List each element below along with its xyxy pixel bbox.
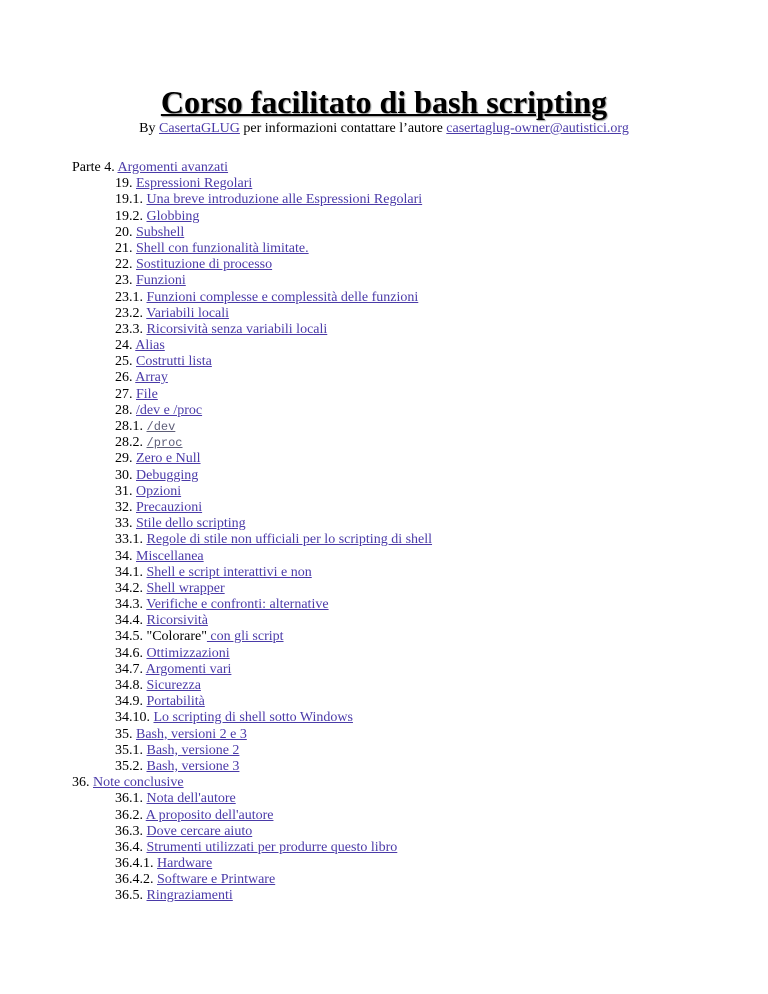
toc-item-number: 21.: [115, 240, 136, 256]
toc-item-link[interactable]: con gli script: [206, 629, 284, 645]
toc-item-number: 22.: [115, 257, 136, 273]
toc-item-number: 35.1.: [115, 742, 147, 758]
toc-item-number: 36.3.: [115, 823, 147, 839]
toc-item-link[interactable]: Miscellanea: [136, 548, 204, 564]
toc-item: [0, 808, 768, 824]
toc-item-number: 26.: [115, 370, 136, 386]
toc-item: [0, 387, 768, 403]
toc-item-number: 34.: [115, 548, 136, 564]
toc-item: [0, 160, 768, 176]
byline-contact-text: per informazioni contattare l’autore: [239, 121, 447, 136]
toc-item: [0, 565, 768, 581]
toc-item-number: 36.4.2.: [115, 872, 157, 888]
document-title: Corso facilitato di bash scripting: [160, 84, 608, 120]
toc-item: [0, 516, 768, 532]
toc-item: [0, 451, 768, 467]
toc-item-link[interactable]: Dove cercare aiuto: [146, 823, 253, 839]
toc-item: [0, 468, 768, 484]
toc-item-link[interactable]: Globbing: [146, 208, 200, 224]
toc-item: [0, 629, 768, 645]
toc-item-number: 29.: [115, 451, 136, 467]
toc-item-number: 19.: [115, 176, 136, 192]
toc-item-number: 36.5.: [115, 888, 147, 904]
toc-item: [0, 646, 768, 662]
toc-item: [0, 872, 768, 888]
toc-item-link[interactable]: Regole di stile non ufficiali per lo scripting di shell: [146, 532, 433, 548]
toc-item: [0, 759, 768, 775]
toc-item-number: 35.2.: [115, 758, 147, 774]
toc-item: [0, 241, 768, 257]
toc-item-link[interactable]: Bash, versioni 2 e 3: [136, 726, 247, 742]
toc-item-link[interactable]: Sostituzione di processo: [136, 257, 273, 273]
toc-item: [0, 694, 768, 710]
toc-item-link[interactable]: Hardware: [157, 856, 213, 872]
toc-item: [0, 209, 768, 225]
toc-item-link[interactable]: Funzioni complesse e complessità delle funzioni: [146, 289, 419, 305]
toc-item-link[interactable]: Lo scripting di shell sotto Windows: [153, 710, 353, 726]
toc-item-link[interactable]: Espressioni Regolari: [136, 176, 253, 192]
toc-item-link[interactable]: Sicurezza: [146, 678, 201, 693]
toc-item-number: 23.: [115, 273, 136, 289]
toc-item-number: 36.4.: [115, 839, 147, 855]
toc-item-number: 23.3.: [115, 321, 147, 337]
toc-item-link[interactable]: File: [136, 386, 158, 402]
author-link[interactable]: CasertaGLUG: [159, 121, 240, 136]
toc-item-number: 23.2.: [115, 305, 147, 321]
toc-item-link[interactable]: Zero e Null: [136, 451, 201, 467]
toc-item-link[interactable]: Argomenti vari: [145, 661, 232, 677]
toc-item-link[interactable]: Argomenti avanzati: [117, 160, 229, 175]
toc-item: [0, 840, 768, 856]
toc-item: [0, 354, 768, 370]
toc-item-number: 35.: [115, 726, 136, 742]
toc-item: [0, 225, 768, 241]
toc-item-number: 25.: [115, 354, 136, 370]
toc-item: [0, 306, 768, 322]
toc-item: [0, 727, 768, 743]
toc-item-number: Parte 4.: [72, 160, 118, 175]
toc-item-number: 19.1.: [115, 192, 147, 208]
toc-item-number: 23.1.: [115, 289, 147, 305]
toc-item: [0, 743, 768, 759]
toc-item: [0, 322, 768, 338]
toc-item-link[interactable]: Array: [135, 370, 168, 386]
toc-item-link[interactable]: Strumenti utilizzati per produrre questo libro: [146, 839, 398, 855]
toc-item-number: 34.7.: [115, 661, 146, 677]
toc-item: [0, 290, 768, 306]
toc-item-link[interactable]: Variabili locali: [146, 305, 230, 321]
toc-item-number: 34.1.: [115, 564, 147, 580]
toc-item: [0, 775, 768, 791]
toc-item-link[interactable]: Shell con funzionalità limitate.: [136, 240, 309, 256]
table-of-contents: [0, 160, 768, 905]
toc-item-link[interactable]: Stile dello scripting: [136, 516, 246, 532]
toc-item: [0, 500, 768, 516]
toc-item-link[interactable]: Ricorsività: [146, 613, 208, 629]
toc-item-number: 34.2.: [115, 580, 147, 596]
toc-item-number: 19.2.: [115, 208, 147, 224]
email-link[interactable]: casertaglug-owner@autistici.org: [446, 121, 629, 136]
toc-item-link[interactable]: Alias: [135, 338, 165, 354]
toc-item-link[interactable]: Precauzioni: [136, 499, 203, 515]
toc-item: [0, 613, 768, 629]
toc-item-link[interactable]: Una breve introduzione alle Espressioni Regolari: [146, 192, 423, 208]
toc-item-link[interactable]: Note conclusive: [93, 775, 184, 791]
toc-item-number: 34.8.: [115, 678, 147, 693]
toc-item-link[interactable]: Ottimizzazioni: [146, 645, 230, 661]
toc-item: [0, 856, 768, 872]
toc-item-number: 32.: [115, 499, 136, 515]
toc-item-link[interactable]: Ringraziamenti: [146, 888, 233, 904]
toc-item-number: 36.2.: [115, 807, 146, 823]
toc-item: [0, 273, 768, 289]
toc-item: [0, 549, 768, 565]
toc-item-link[interactable]: Opzioni: [136, 483, 182, 499]
toc-item-link[interactable]: Nota dell'autore: [146, 791, 236, 807]
toc-item-link[interactable]: /dev: [146, 420, 176, 434]
toc-item-number: 24.: [115, 338, 136, 354]
toc-item-number: 28.: [115, 402, 136, 418]
toc-item: [0, 791, 768, 807]
toc-item-number: 34.6.: [115, 645, 147, 661]
toc-item-link[interactable]: Costrutti lista: [136, 354, 212, 370]
toc-item-link[interactable]: Verifiche e confronti: alternative: [146, 597, 329, 613]
toc-item-link[interactable]: Bash, versione 2: [146, 742, 240, 758]
toc-item-number: 33.1.: [115, 532, 147, 548]
toc-item-link[interactable]: Software e Printware: [157, 872, 276, 888]
toc-item-number: 36.1.: [115, 791, 147, 807]
byline-prefix: By: [139, 121, 160, 136]
toc-item: [0, 888, 768, 904]
byline: [0, 120, 768, 138]
toc-item-number: 34.4.: [115, 613, 147, 629]
toc-item-number: 34.10.: [115, 710, 154, 726]
toc-item-number: 34.9.: [115, 694, 147, 710]
toc-item: [0, 824, 768, 840]
toc-item: [0, 435, 768, 451]
toc-item-number: 31.: [115, 483, 136, 499]
toc-item-number: 36.4.1.: [115, 856, 157, 872]
toc-item-number: 27.: [115, 386, 136, 402]
toc-item-number: 20.: [115, 224, 136, 240]
toc-item: [0, 338, 768, 354]
toc-item: [0, 176, 768, 192]
toc-item-link[interactable]: Shell wrapper: [146, 580, 225, 596]
toc-item-link[interactable]: Funzioni: [136, 273, 186, 289]
toc-item-link[interactable]: Subshell: [136, 224, 185, 240]
toc-item: [0, 678, 768, 694]
toc-item: [0, 710, 768, 726]
toc-item-number: 33.: [115, 516, 136, 532]
toc-item: [0, 581, 768, 597]
toc-item-link[interactable]: Bash, versione 3: [146, 758, 240, 774]
toc-item: [0, 662, 768, 678]
toc-item: [0, 257, 768, 273]
toc-item-number: 34.5.: [115, 629, 147, 645]
toc-item: [0, 370, 768, 386]
toc-item-number: 36.: [72, 775, 93, 791]
toc-item: [0, 532, 768, 548]
toc-item-number: 30.: [115, 467, 136, 483]
toc-item-link[interactable]: /proc: [146, 436, 183, 451]
toc-item-link[interactable]: Portabilità: [146, 694, 205, 710]
toc-item-link[interactable]: Ricorsività senza variabili locali: [146, 321, 328, 337]
toc-item: [0, 419, 768, 435]
toc-item-prefix-text: "Colorare": [146, 629, 207, 645]
toc-item: [0, 597, 768, 613]
toc-item-number: 28.1.: [115, 419, 147, 434]
toc-item-number: 34.3.: [115, 597, 147, 613]
toc-item: [0, 403, 768, 419]
toc-item-link[interactable]: Shell e script interattivi e non: [146, 564, 312, 580]
toc-item-link[interactable]: A proposito dell'autore: [145, 807, 274, 823]
toc-item-link[interactable]: /dev e /proc: [136, 402, 203, 418]
toc-item-number: 28.2.: [115, 435, 147, 451]
toc-item: [0, 192, 768, 208]
toc-item-link[interactable]: Debugging: [136, 467, 199, 483]
toc-item: [0, 484, 768, 500]
